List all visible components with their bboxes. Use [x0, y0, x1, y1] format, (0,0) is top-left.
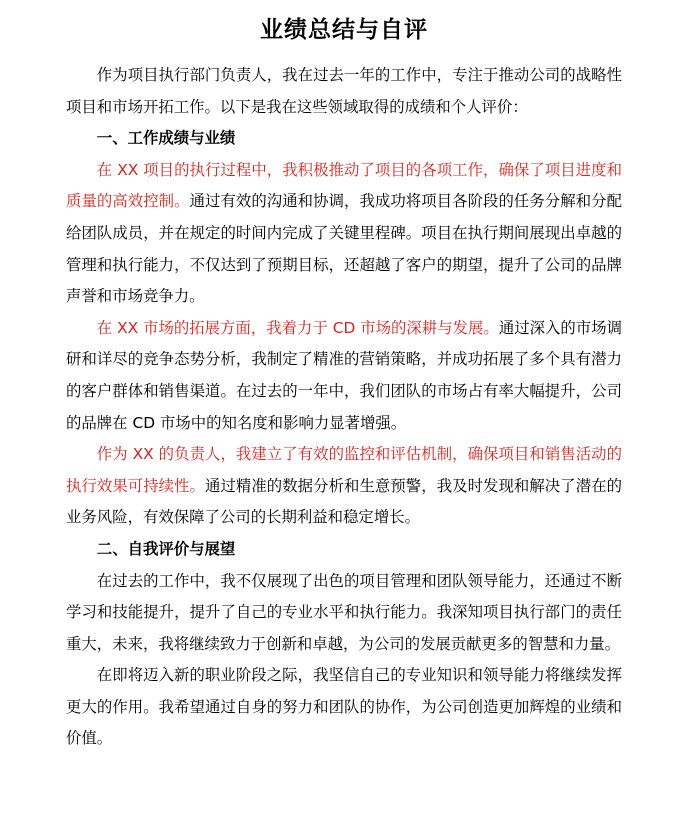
section-heading-self-evaluation: 二、自我评价与展望 — [96, 539, 236, 558]
intro-paragraph: 作为项目执行部门负责人，我在过去一年的工作中，专注于推动公司的战略性项目和市场开拓工作。以下是我在这些领域取得的成绩和个人评价： — [66, 66, 622, 116]
body-text: 通过深入的市场调研和详尽的竞争态势分析，我制定了精准的营销策略，并成功拓展了多个具有潜力的客户群体和销售渠道。在过去的一年中，我们团队的市场占有率大幅提升，公司的品牌在 CD 市场中的知名度和影响力显著增强。 — [66, 318, 622, 432]
body-text: 通过精准的数据分析和生意预警，我及时发现和解决了潜在的业务风险，有效保障了公司的长期利益和稳定增长。 — [66, 476, 622, 527]
section-heading-achievements: 一、工作成绩与业绩 — [96, 129, 236, 148]
document-title: 业绩总结与自评 — [260, 17, 428, 43]
body-text: 通过有效的沟通和协调，我成功将项目各阶段的任务分解和分配给团队成员，并在规定的时间内完成了关键里程碑。项目在执行期间展现出卓越的管理和执行能力，不仅达到了预期目标，还超越了客户的期望，提升了公司的品牌声誉和市场竞争力。 — [66, 192, 622, 306]
achievement-paragraph — [66, 155, 622, 313]
outlook-paragraph: 在即将迈入新的职业阶段之际，我坚信自己的专业知识和领导能力将继续发挥更大的作用。我希望通过自身的努力和团队的协作，为公司创造更加辉煌的业绩和价值。 — [66, 666, 622, 748]
highlight-text: 作为 XX 的负责人，我建立了有效的监控和评估机制，确保项目和销售活动的执行效果可持续性。 — [66, 445, 622, 495]
highlight-text: 在 XX 市场的拓展方面，我着力于 CD 市场的深耕与发展。 — [96, 318, 499, 337]
highlight-text: 在 XX 项目的执行过程中，我积极推动了项目的各项工作，确保了项目进度和质量的高效控制。 — [66, 160, 622, 211]
achievement-paragraph — [66, 313, 622, 439]
achievement-paragraph — [66, 439, 622, 534]
self-evaluation-paragraph: 在过去的工作中，我不仅展现了出色的项目管理和团队领导能力，还通过不断学习和技能提升，提升了自己的专业水平和执行能力。我深知项目执行部门的责任重大，未来，我将继续致力于创新和卓越，为公司的发展贡献更多的智慧和力量。 — [66, 571, 622, 653]
